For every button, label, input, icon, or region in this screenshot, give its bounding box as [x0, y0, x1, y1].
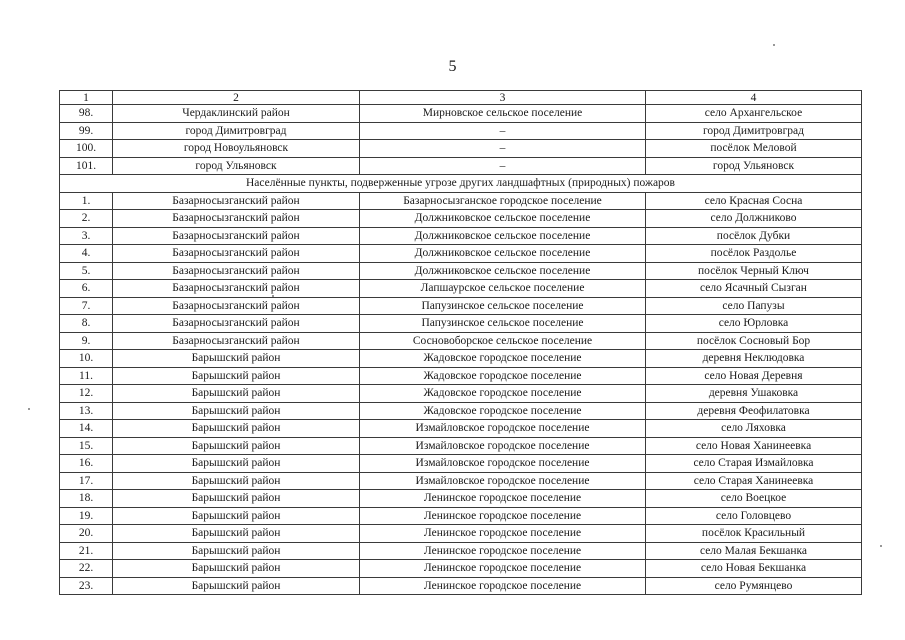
table-row — [60, 455, 862, 473]
settlement-cell: – — [360, 122, 646, 140]
header-cell-2: 2 — [113, 91, 360, 105]
header-cell-4: 4 — [646, 91, 862, 105]
settlement-cell: Базарносызганское городское поселение — [360, 192, 646, 210]
table-row — [60, 280, 862, 298]
locality-cell: посёлок Раздолье — [646, 245, 862, 263]
locality-cell: село Архангельское — [646, 105, 862, 123]
table-row — [60, 262, 862, 280]
scan-speck — [272, 295, 274, 297]
table-row — [60, 122, 862, 140]
settlement-cell: Должниковское сельское поселение — [360, 245, 646, 263]
scan-speck — [28, 408, 30, 410]
row-number-cell: 10. — [60, 350, 113, 368]
locality-cell: село Старая Измайловка — [646, 455, 862, 473]
settlements-table — [59, 90, 862, 595]
locality-cell: село Румянцево — [646, 577, 862, 595]
table-row — [60, 315, 862, 333]
locality-cell: село Малая Бекшанка — [646, 542, 862, 560]
table-row — [60, 402, 862, 420]
locality-cell: посёлок Дубки — [646, 227, 862, 245]
district-cell: Базарносызганский район — [113, 332, 360, 350]
district-cell: Барышский район — [113, 507, 360, 525]
row-number-cell: 7. — [60, 297, 113, 315]
locality-cell: посёлок Сосновый Бор — [646, 332, 862, 350]
settlement-cell: Ленинское городское поселение — [360, 560, 646, 578]
district-cell: Барышский район — [113, 367, 360, 385]
table-row — [60, 140, 862, 158]
district-cell: Барышский район — [113, 420, 360, 438]
district-cell: Базарносызганский район — [113, 262, 360, 280]
locality-cell: посёлок Черный Ключ — [646, 262, 862, 280]
row-number-cell: 14. — [60, 420, 113, 438]
settlement-cell: Лапшаурское сельское поселение — [360, 280, 646, 298]
table-row — [60, 105, 862, 123]
district-cell: Чердаклинский район — [113, 105, 360, 123]
table-row — [60, 507, 862, 525]
settlement-cell: Ленинское городское поселение — [360, 542, 646, 560]
header-cell-1: 1 — [60, 91, 113, 105]
district-cell: Базарносызганский район — [113, 192, 360, 210]
row-number-cell: 17. — [60, 472, 113, 490]
settlement-cell: Мирновское сельское поселение — [360, 105, 646, 123]
header-cell-3: 3 — [360, 91, 646, 105]
row-number-cell: 98. — [60, 105, 113, 123]
district-cell: город Димитровград — [113, 122, 360, 140]
row-number-cell: 21. — [60, 542, 113, 560]
settlement-cell: Измайловское городское поселение — [360, 437, 646, 455]
table-row — [60, 245, 862, 263]
row-number-cell: 15. — [60, 437, 113, 455]
locality-cell: посёлок Меловой — [646, 140, 862, 158]
settlement-cell: Должниковское сельское поселение — [360, 262, 646, 280]
settlement-cell: Ленинское городское поселение — [360, 507, 646, 525]
district-cell: Барышский район — [113, 455, 360, 473]
district-cell: Базарносызганский район — [113, 297, 360, 315]
table-row — [60, 297, 862, 315]
table-row — [60, 192, 862, 210]
row-number-cell: 19. — [60, 507, 113, 525]
row-number-cell: 3. — [60, 227, 113, 245]
locality-cell: село Юрловка — [646, 315, 862, 333]
locality-cell: город Ульяновск — [646, 157, 862, 175]
table-header-row — [60, 91, 862, 105]
table-row — [60, 525, 862, 543]
locality-cell: село Ясачный Сызган — [646, 280, 862, 298]
row-number-cell: 5. — [60, 262, 113, 280]
table-row — [60, 472, 862, 490]
section-row — [60, 175, 862, 193]
locality-cell: село Должниково — [646, 210, 862, 228]
district-cell: Барышский район — [113, 350, 360, 368]
district-cell: Барышский район — [113, 525, 360, 543]
district-cell: Барышский район — [113, 385, 360, 403]
settlement-cell: Жадовское городское поселение — [360, 350, 646, 368]
district-cell: город Новоульяновск — [113, 140, 360, 158]
settlement-cell: – — [360, 140, 646, 158]
locality-cell: село Новая Деревня — [646, 367, 862, 385]
locality-cell: деревня Ушаковка — [646, 385, 862, 403]
table-row — [60, 367, 862, 385]
locality-cell: село Новая Ханинеевка — [646, 437, 862, 455]
row-number-cell: 4. — [60, 245, 113, 263]
locality-cell: город Димитровград — [646, 122, 862, 140]
district-cell: Базарносызганский район — [113, 315, 360, 333]
table-row — [60, 542, 862, 560]
district-cell: Барышский район — [113, 490, 360, 508]
locality-cell: деревня Неклюдовка — [646, 350, 862, 368]
table-row — [60, 385, 862, 403]
district-cell: Базарносызганский район — [113, 245, 360, 263]
locality-cell: село Новая Бекшанка — [646, 560, 862, 578]
row-number-cell: 12. — [60, 385, 113, 403]
locality-cell: деревня Феофилатовка — [646, 402, 862, 420]
row-number-cell: 1. — [60, 192, 113, 210]
settlement-cell: Должниковское сельское поселение — [360, 227, 646, 245]
settlement-cell: Ленинское городское поселение — [360, 525, 646, 543]
settlement-cell: Ленинское городское поселение — [360, 577, 646, 595]
row-number-cell: 22. — [60, 560, 113, 578]
table-row — [60, 350, 862, 368]
row-number-cell: 8. — [60, 315, 113, 333]
table-row — [60, 490, 862, 508]
district-cell: Барышский район — [113, 437, 360, 455]
row-number-cell: 13. — [60, 402, 113, 420]
district-cell: Барышский район — [113, 542, 360, 560]
table-row — [60, 227, 862, 245]
table-row — [60, 437, 862, 455]
locality-cell: село Головцево — [646, 507, 862, 525]
settlement-cell: Жадовское городское поселение — [360, 402, 646, 420]
settlement-cell: Жадовское городское поселение — [360, 385, 646, 403]
section-title: Населённые пункты, подверженные угрозе других ландшафтных (природных) пожаров — [60, 175, 862, 193]
settlement-cell: Жадовское городское поселение — [360, 367, 646, 385]
row-number-cell: 16. — [60, 455, 113, 473]
row-number-cell: 100. — [60, 140, 113, 158]
row-number-cell: 23. — [60, 577, 113, 595]
district-cell: Барышский район — [113, 402, 360, 420]
locality-cell: село Папузы — [646, 297, 862, 315]
table-row — [60, 210, 862, 228]
settlement-cell: Измайловское городское поселение — [360, 420, 646, 438]
settlement-cell: Папузинское сельское поселение — [360, 297, 646, 315]
row-number-cell: 6. — [60, 280, 113, 298]
scan-speck — [773, 44, 775, 46]
table-body — [60, 91, 862, 595]
row-number-cell: 101. — [60, 157, 113, 175]
settlement-cell: Ленинское городское поселение — [360, 490, 646, 508]
settlement-cell: Сосновоборское сельское поселение — [360, 332, 646, 350]
row-number-cell: 20. — [60, 525, 113, 543]
table-row — [60, 420, 862, 438]
settlement-cell: Измайловское городское поселение — [360, 455, 646, 473]
settlement-cell: Должниковское сельское поселение — [360, 210, 646, 228]
district-cell: Барышский район — [113, 577, 360, 595]
locality-cell: село Воецкое — [646, 490, 862, 508]
row-number-cell: 18. — [60, 490, 113, 508]
district-cell: город Ульяновск — [113, 157, 360, 175]
page-number: 5 — [448, 58, 457, 75]
district-cell: Базарносызганский район — [113, 227, 360, 245]
row-number-cell: 2. — [60, 210, 113, 228]
locality-cell: посёлок Красильный — [646, 525, 862, 543]
table-row — [60, 577, 862, 595]
scan-speck — [880, 545, 882, 547]
settlement-cell: – — [360, 157, 646, 175]
locality-cell: село Ляховка — [646, 420, 862, 438]
table-row — [60, 157, 862, 175]
row-number-cell: 99. — [60, 122, 113, 140]
table-row — [60, 560, 862, 578]
row-number-cell: 9. — [60, 332, 113, 350]
district-cell: Базарносызганский район — [113, 280, 360, 298]
row-number-cell: 11. — [60, 367, 113, 385]
district-cell: Базарносызганский район — [113, 210, 360, 228]
locality-cell: село Красная Сосна — [646, 192, 862, 210]
district-cell: Барышский район — [113, 472, 360, 490]
locality-cell: село Старая Ханинеевка — [646, 472, 862, 490]
settlement-cell: Измайловское городское поселение — [360, 472, 646, 490]
district-cell: Барышский район — [113, 560, 360, 578]
settlement-cell: Папузинское сельское поселение — [360, 315, 646, 333]
table-row — [60, 332, 862, 350]
